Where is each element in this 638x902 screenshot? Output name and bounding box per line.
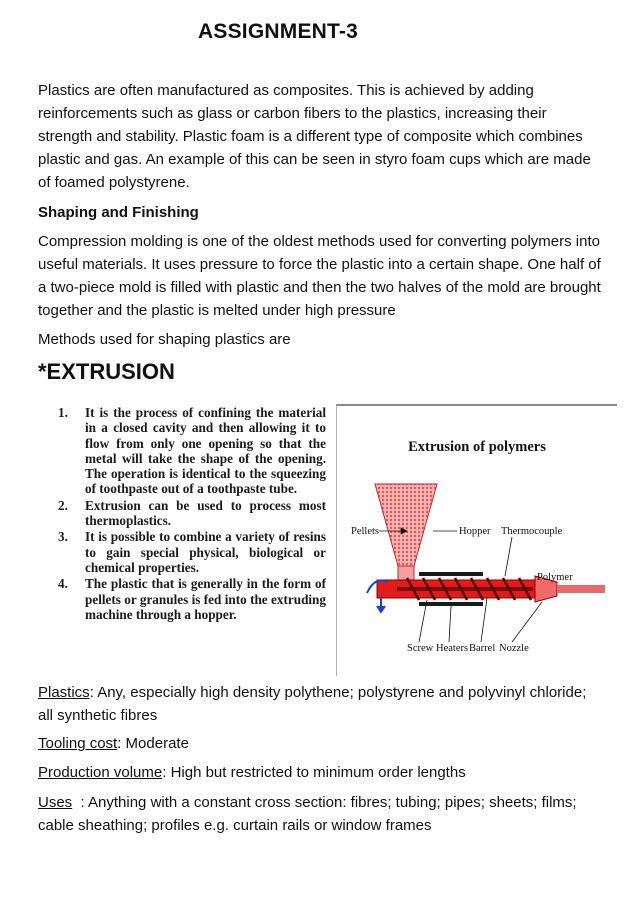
intro-paragraph: Plastics are often manufactured as composites. This is achieved by adding reinforcements such as glass or carbon fibers to the plastics, increasing their strength and stability. Plastic foam is a different type of composite which combines plastic and gas. An example of this can be seen in styro foam cups which are made of foamed polystyrene.: [38, 82, 591, 191]
details-production: Production volume: High but restricted to minimum order lengths: [38, 764, 466, 781]
label-heaters: Heaters: [436, 643, 469, 654]
list-item: 2. Extrusion can be used to process most thermoplastics.: [58, 497, 326, 529]
label-nozzle: Nozzle: [499, 643, 529, 654]
compression-paragraph: Compression molding is one of the oldest methods used for converting polymers into useful materials. It uses pressure to force the plastic into a certain shape. One half of a two-piece mold is filled with plastic and then the two halves of the mold are brought together and the plastic is melted under high pressure: [38, 233, 601, 319]
hopper-neck: [398, 566, 414, 580]
details-tooling: Tooling cost: Moderate: [38, 735, 189, 752]
polymer-output: [557, 585, 605, 593]
label-screw: Screw: [407, 643, 434, 654]
list-item: 1. It is the process of confining the material in a closed cavity and then allowing it to flow from only one opening so that the metal will take the shape of the opening. The operation is identical to the squeezing of toothpaste out of a toothpaste tube.: [58, 405, 326, 497]
label-thermocouple: Thermocouple: [501, 526, 563, 537]
label-barrel: Barrel: [469, 643, 496, 654]
extrusion-heading: *EXTRUSION: [38, 359, 175, 384]
details-uses: Uses : Anything with a constant cross section: fibres; tubing; pipes; sheets; films; cable sheathing; profiles e.g. curtain rails or window frames: [38, 794, 581, 834]
label-pellets: Pellets: [351, 526, 379, 537]
methods-paragraph: Methods used for shaping plastics are: [38, 331, 291, 348]
hopper-shape: [375, 484, 437, 566]
page-title: ASSIGNMENT-3: [198, 20, 358, 43]
label-hopper: Hopper: [459, 526, 491, 537]
extrusion-list: [58, 405, 326, 622]
label-polymer: Polymer: [537, 572, 573, 583]
extrusion-figure: [336, 404, 617, 676]
list-item: 3. It is possible to combine a variety of resins to gain special physical, biological or chemical properties.: [58, 529, 326, 575]
shaping-heading: Shaping and Finishing: [38, 204, 199, 221]
list-item: 4. The plastic that is generally in the form of pellets or granules is fed into the extruding machine through a hopper.: [58, 576, 326, 622]
figure-title: Extrusion of polymers: [408, 439, 546, 455]
details-plastics: Plastics: Any, especially high density polythene; polystyrene and polyvinyl chloride; all synthetic fibres: [38, 684, 587, 724]
